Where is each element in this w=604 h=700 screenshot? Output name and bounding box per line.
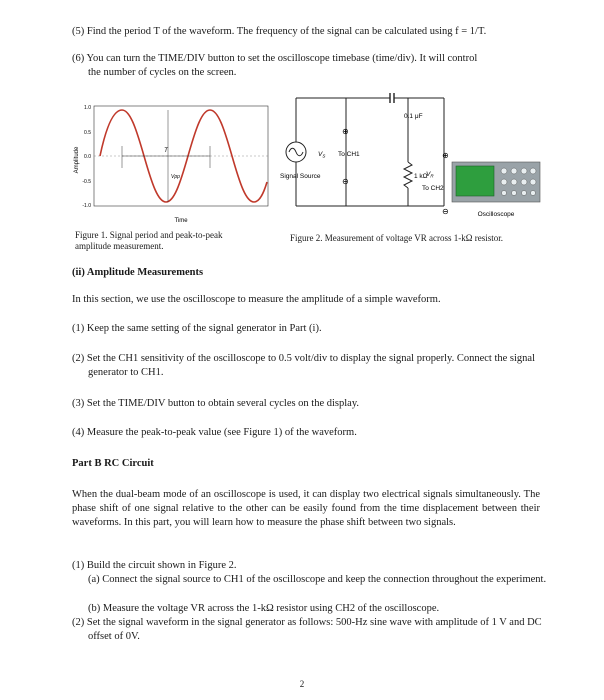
to-ch1-label: To CH1 — [338, 151, 360, 158]
figure-1-caption-line-2: amplitude measurement. — [75, 241, 164, 252]
part-a-item-5 — [72, 25, 556, 39]
section-ii-heading: (ii) Amplitude Measurements — [72, 267, 204, 278]
capacitor-label: 0.1 μF — [404, 113, 423, 120]
section-ii-item-1: (1) Keep the same setting of the signal generator in Part (i). — [72, 323, 322, 334]
figure-2-circuit — [278, 92, 544, 222]
y-tick-label: 0.0 — [84, 154, 91, 160]
section-ii-item-3: (3) Set the TIME/DIV button to obtain several cycles on the display. — [72, 398, 360, 409]
figure-2-caption: Figure 2. Measurement of voltage VR across 1-kΩ resistor. — [290, 233, 503, 243]
page-number: 2 — [299, 679, 305, 689]
item-6-line-2: the number of cycles on the screen. — [88, 66, 237, 78]
y-tick-label: -1.0 — [82, 203, 91, 209]
part-b-intro: When the dual-beam mode of an oscilloscope is used, it can display two electrical signals simultaneously. The phase shift of one signal relative to the other can be easily found from the time displacement between their waveforms. In this part, you will learn how to measure the phase shift between two signals. — [72, 489, 540, 528]
signal-source-label: Signal Source — [280, 173, 321, 180]
y-tick-label: -0.5 — [82, 179, 91, 185]
y-axis-label: Amplitude — [74, 146, 80, 174]
period-label: T — [164, 148, 168, 154]
part-b-item-1a: (a) Connect the signal source to CH1 of the oscilloscope and keep the connection throughout the experiment. — [88, 574, 547, 585]
item-6-line-1: (6) You can turn the TIME/DIV button to set the oscilloscope timebase (time/div). It will control — [72, 53, 478, 64]
part-b-item-2: (2) Set the signal waveform in the signal generator as follows: 500-Hz sine wave with amplitude of 1 V and DC offset of 0V. — [72, 617, 542, 642]
item-5-text: (5) Find the period T of the waveform. The frequency of the signal can be calculated using f = 1/T. — [72, 26, 487, 37]
y-tick-label: 0.5 — [84, 130, 91, 136]
figure-1-caption-line-1: Figure 1. Signal period and peak-to-peak — [75, 230, 223, 240]
oscilloscope-label: Oscilloscope — [477, 211, 515, 218]
part-a-item-6 — [72, 52, 540, 80]
oscilloscope-screen — [456, 166, 494, 196]
ch1-minus-symbol: ⊖ — [342, 177, 349, 186]
x-axis-label: Time — [174, 218, 188, 224]
part-b-heading: Part B RC Circuit — [72, 458, 154, 469]
to-ch2-label: To CH2 — [422, 185, 444, 192]
y-tick-label: 1.0 — [84, 105, 91, 111]
section-ii-intro: In this section, we use the oscilloscope to measure the amplitude of a simple waveform. — [72, 294, 441, 305]
part-b-item-1: (1) Build the circuit shown in Figure 2. — [72, 560, 237, 571]
part-b-item-1b: (b) Measure the voltage VR across the 1-kΩ resistor using CH2 of the oscilloscope. — [88, 603, 440, 614]
ch1-plus-symbol: ⊕ — [342, 127, 349, 136]
figure-1-caption — [75, 230, 270, 253]
vr-label: $V_R$ — [426, 171, 434, 179]
ch2-minus-symbol: ⊖ — [442, 207, 449, 216]
figure-1-plot — [70, 98, 270, 230]
section-ii-item-4: (4) Measure the peak-to-peak value (see Figure 1) of the waveform. — [72, 427, 357, 438]
resistor-label: 1 kΩ — [414, 173, 428, 180]
ch2-plus-symbol: ⊕ — [442, 151, 449, 160]
section-ii-item-2: (2) Set the CH1 sensitivity of the oscilloscope to 0.5 volt/div to display the signal properly. Connect the signal generator to CH1. — [72, 353, 536, 378]
vs-label: $V_S$ — [318, 151, 326, 159]
vpp-label: Vpp — [171, 174, 180, 180]
resistor-symbol — [404, 162, 412, 188]
